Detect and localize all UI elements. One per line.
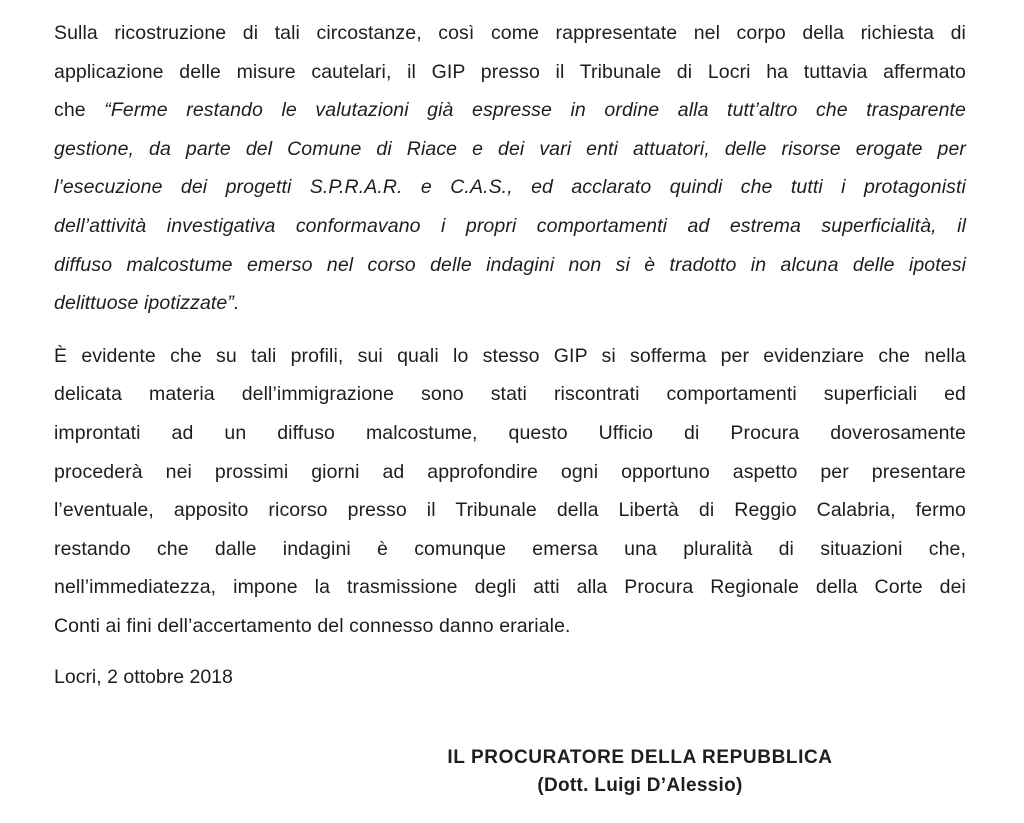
quote-line: gestione, da parte del Comune di Riace e dei vari enti attuatori, delle risorse erogate per	[54, 137, 966, 160]
line-prefix: che	[54, 99, 105, 122]
paragraph-1	[54, 14, 966, 323]
paragraph-line: procederà nei prossimi giorni ad approfondire ogni opportuno aspetto per presentare	[54, 460, 966, 483]
paragraph-line: restando che dalle indagini è comunque emersa una pluralità di situazioni che,	[54, 537, 966, 560]
paragraph-line: È evidente che su tali profili, sui quali lo stesso GIP si sofferma per evidenziare che nella	[54, 344, 966, 367]
signature-title: IL PROCURATORE DELLA REPUBBLICA	[447, 747, 833, 768]
document-page	[54, 14, 966, 696]
quote-line: diffuso malcostume emerso nel corso delle indagini non si è tradotto in alcuna delle ipotesi	[54, 253, 966, 276]
paragraph-line: Sulla ricostruzione di tali circostanze, così come rappresentate nel corpo della richiesta di	[54, 22, 966, 44]
paragraph-2	[54, 337, 966, 646]
paragraph-line: Conti ai fini dell’accertamento del connesso danno erariale.	[54, 614, 571, 637]
paragraph-line: delicata materia dell’immigrazione sono stati riscontrati comportamenti superficiali ed	[54, 383, 966, 406]
paragraph-line: l’eventuale, apposito ricorso presso il Tribunale della Libertà di Reggio Calabria, fermo	[54, 499, 966, 522]
place-date: Locri, 2 ottobre 2018	[54, 665, 233, 688]
paragraph-line	[54, 91, 966, 130]
signature-block	[390, 744, 890, 800]
paragraph-line: nell’immediatezza, impone la trasmissione degli atti alla Procura Regionale della Corte dei	[54, 576, 966, 599]
paragraph-line: applicazione delle misure cautelari, il GIP presso il Tribunale di Locri ha tuttavia affermato	[54, 60, 966, 83]
quote-line: l’esecuzione dei progetti S.P.R.A.R. e C.A.S., ed acclarato quindi che tutti i protagonisti	[54, 176, 966, 199]
quote-line: dell’attività investigativa conformavano i propri comportamenti ad estrema superficialità, il	[54, 214, 966, 237]
paragraph-line: improntati ad un diffuso malcostume, questo Ufficio di Procura doverosamente	[54, 421, 966, 444]
quote-text: “Ferme restando le valutazioni già espresse in ordine alla tutt’altro che trasparente	[104, 99, 966, 122]
signature-name: (Dott. Luigi D’Alessio)	[537, 775, 743, 796]
quote-line: delittuose ipotizzate”.	[54, 292, 240, 315]
